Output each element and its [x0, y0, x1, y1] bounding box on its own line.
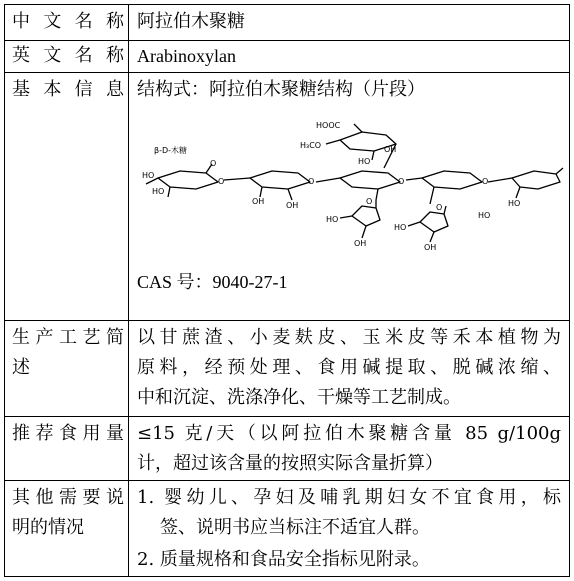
label-process-line-2: 述	[12, 357, 30, 378]
label-intake: 推荐食用量	[12, 423, 124, 444]
label-basic-info: 基本信息	[12, 79, 124, 100]
chem-label: HO	[394, 223, 407, 232]
label-process-line-1: 生产工艺简	[12, 327, 124, 348]
chem-label: O	[436, 203, 443, 212]
table-border-top	[4, 4, 570, 5]
chem-label: HO	[358, 157, 371, 166]
chem-label: O	[398, 177, 405, 186]
table-border-left	[4, 4, 5, 577]
chem-label: O	[308, 177, 315, 186]
cas-number: CAS 号：9040-27-1	[137, 272, 288, 292]
chem-label: OH	[384, 145, 397, 154]
chem-label: OH	[252, 197, 265, 206]
intake-line-2: 计，超过该含量的按照实际含量折算）	[137, 453, 443, 474]
other-note-1-line-2: 签、说明书应当标注不适宜人群。	[160, 517, 430, 538]
chem-label: HO	[326, 215, 339, 224]
value-chinese-name: 阿拉伯木聚糖	[137, 11, 245, 32]
chem-label: OH	[424, 243, 437, 252]
chem-label: HO	[142, 171, 155, 180]
other-note-1-line-1: 1. 婴幼儿、孕妇及哺乳期妇女不宜食用，标	[137, 487, 561, 508]
process-line-1: 以甘蔗渣、小麦麸皮、玉米皮等禾本植物为	[137, 327, 561, 348]
process-line-2: 原料，经预处理、食用碱提取、脱碱浓缩、	[137, 357, 561, 378]
label-other-line-1: 其他需要说	[12, 487, 124, 508]
label-chinese-name: 中文名称	[12, 11, 124, 32]
label-other-line-2: 明的情况	[12, 517, 84, 538]
chem-label: O	[366, 197, 373, 206]
label-english-name: 英文名称	[12, 45, 124, 66]
chem-label: HO	[478, 211, 491, 220]
column-divider	[128, 4, 129, 577]
structural-formula-image	[140, 118, 565, 253]
table-border-bottom	[4, 576, 570, 577]
row-divider	[4, 480, 570, 481]
chem-label: OH	[354, 239, 367, 248]
chem-label: O	[210, 159, 217, 168]
chem-label: O	[482, 177, 489, 186]
structure-title: 结构式：阿拉伯木聚糖结构（片段）	[137, 79, 425, 100]
intake-line-1: ≤15 克/天（以阿拉伯木聚糖含量 85 g/100g	[137, 423, 561, 444]
anomer-label: β-D-木糖	[154, 146, 188, 155]
row-divider	[4, 320, 570, 321]
row-divider	[4, 72, 570, 73]
chem-label: HO	[152, 187, 165, 196]
chem-label: HO	[508, 199, 521, 208]
chem-label: HOOC	[316, 121, 341, 130]
row-divider	[4, 40, 570, 41]
table-border-right	[569, 4, 570, 577]
other-note-2: 2. 质量规格和食品安全指标见附录。	[137, 549, 430, 570]
value-english-name: Arabinoxylan	[137, 46, 236, 66]
chem-label: H₃CO	[300, 141, 322, 150]
process-line-3: 中和沉淀、洗涤净化、干燥等工艺制成。	[137, 387, 461, 408]
chem-label: OH	[286, 201, 299, 210]
chem-label: O	[218, 177, 225, 186]
row-divider	[4, 416, 570, 417]
